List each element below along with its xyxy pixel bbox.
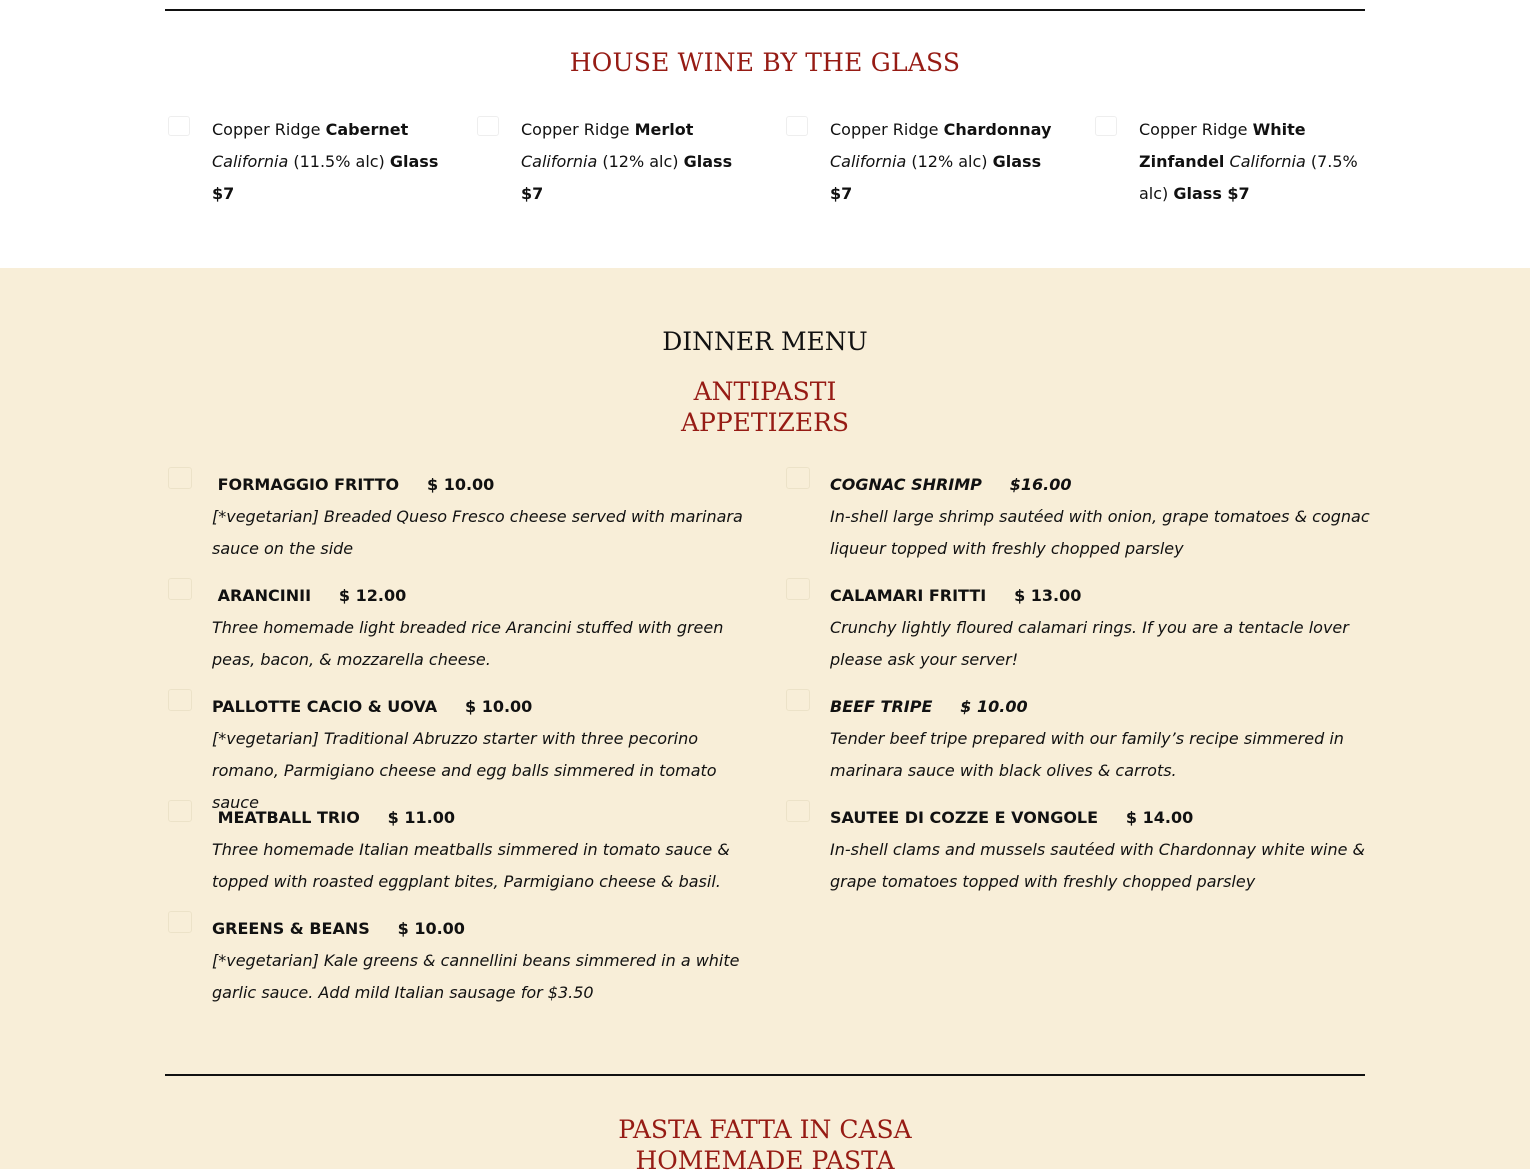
menu-item-description: In-shell large shrimp sautéed with onion, grape tomatoes & cognac liqueur topped with freshly chopped parsley xyxy=(830,507,1370,558)
menu-item-price: $ 13.00 xyxy=(1014,586,1082,605)
menu-item-name: SAUTEE DI COZZE E VONGOLE xyxy=(830,808,1099,827)
menu-item-description: Tender beef tripe prepared with our family’s recipe simmered in marinara sauce with black olives & carrots. xyxy=(830,729,1344,780)
wine-glass-icon xyxy=(1095,116,1117,136)
wine-name: Cabernet xyxy=(325,120,409,139)
wine-section-title: HOUSE WINE BY THE GLASS xyxy=(569,48,961,77)
checkmark-icon xyxy=(786,467,810,489)
menu-item-price: $ 12.00 xyxy=(338,586,407,605)
menu-item-price: $ 10.00 xyxy=(397,919,465,938)
wine-price: Glass $7 xyxy=(830,152,1042,203)
menu-item-price: $ 14.00 xyxy=(1125,808,1194,827)
wine-region: California xyxy=(1229,152,1306,171)
dinner-menu-title: DINNER MENU xyxy=(662,327,868,356)
menu-item-description: Three homemade light breaded rice Arancini stuffed with green peas, bacon, & mozzarella cheese. xyxy=(212,618,724,669)
menu-item-name: ARANCINII xyxy=(212,586,312,605)
wine-item-merlot xyxy=(521,114,756,210)
wine-glass-icon xyxy=(477,116,499,136)
checkmark-icon xyxy=(168,800,192,822)
wine-region: California xyxy=(212,152,289,171)
wine-alc: (12% alc) xyxy=(597,152,684,171)
wine-glass-icon xyxy=(786,116,808,136)
menu-item-description: In-shell clams and mussels sautéed with Chardonnay white wine & grape tomatoes topped with freshly chopped parsley xyxy=(830,840,1366,891)
antipasti-title: ANTIPASTI xyxy=(693,377,837,406)
wine-brand: Copper Ridge xyxy=(1139,120,1253,139)
wine-glass-icon xyxy=(168,116,190,136)
menu-item xyxy=(212,580,757,676)
wine-name: Merlot xyxy=(634,120,694,139)
menu-item-name: PALLOTTE CACIO & UOVA xyxy=(212,697,438,716)
menu-item-name: CALAMARI FRITTI xyxy=(830,586,987,605)
menu-item xyxy=(212,913,757,1009)
section-divider xyxy=(165,1074,1365,1076)
wine-alc: (12% alc) xyxy=(906,152,993,171)
top-divider xyxy=(165,9,1365,11)
checkmark-icon xyxy=(168,467,192,489)
menu-item-description: [*vegetarian] Breaded Queso Fresco cheese served with marinara sauce on the side xyxy=(212,507,743,558)
menu-item-price: $ 10.00 xyxy=(960,697,1028,716)
wine-name: Chardonnay xyxy=(943,120,1052,139)
menu-item xyxy=(212,802,757,898)
menu-item-name: MEATBALL TRIO xyxy=(212,808,360,827)
menu-item xyxy=(830,469,1375,565)
checkmark-icon xyxy=(786,800,810,822)
wine-name: White Zinfandel xyxy=(1139,120,1306,171)
dinner-menu-section xyxy=(0,268,1530,1175)
pasta-title: PASTA FATTA IN CASA xyxy=(618,1115,912,1144)
wine-item-cabernet xyxy=(212,114,447,210)
wine-alc: (11.5% alc) xyxy=(288,152,390,171)
menu-item xyxy=(212,469,757,565)
menu-item-name: COGNAC SHRIMP xyxy=(830,475,982,494)
menu-item-price: $16.00 xyxy=(1009,475,1072,494)
menu-item-description: [*vegetarian] Kale greens & cannellini beans simmered in a white garlic sauce. Add mild Italian sausage for $3.50 xyxy=(212,951,740,1002)
menu-item-price: $ 10.00 xyxy=(426,475,495,494)
menu-item xyxy=(830,580,1375,676)
checkmark-icon xyxy=(168,911,192,933)
menu-item-description: Crunchy lightly floured calamari rings. If you are a tentacle lover please ask your server! xyxy=(830,618,1349,669)
menu-item-price: $ 10.00 xyxy=(464,697,533,716)
wine-price: Glass $7 xyxy=(521,152,733,203)
wine-region: California xyxy=(830,152,907,171)
appetizers-title: APPETIZERS xyxy=(680,408,850,437)
menu-item xyxy=(830,802,1375,898)
wine-item-white-zinfandel xyxy=(1139,114,1367,210)
wine-brand: Copper Ridge xyxy=(212,120,326,139)
homemade-pasta-title: HOMEMADE PASTA xyxy=(635,1146,895,1175)
menu-item-name: FORMAGGIO FRITTO xyxy=(212,475,400,494)
checkmark-icon xyxy=(786,578,810,600)
menu-item-description: Three homemade Italian meatballs simmered in tomato sauce & topped with roasted eggplant bites, Parmigiano cheese & basil. xyxy=(212,840,730,891)
checkmark-icon xyxy=(168,689,192,711)
wine-region: California xyxy=(521,152,598,171)
wine-item-chardonnay xyxy=(830,114,1065,210)
menu-item-description: [*vegetarian] Traditional Abruzzo starter with three pecorino romano, Parmigiano cheese and egg balls simmered in tomato sauce xyxy=(212,729,717,812)
menu-item xyxy=(212,691,757,819)
checkmark-icon xyxy=(786,689,810,711)
menu-item-name: BEEF TRIPE xyxy=(830,697,933,716)
menu-item-price: $ 11.00 xyxy=(387,808,455,827)
wine-price: Glass $7 xyxy=(1173,184,1250,203)
wine-brand: Copper Ridge xyxy=(830,120,944,139)
menu-item xyxy=(830,691,1375,787)
wine-brand: Copper Ridge xyxy=(521,120,635,139)
menu-item-name: GREENS & BEANS xyxy=(212,919,370,938)
wine-alc: (7.5% alc) xyxy=(1139,152,1358,203)
wine-price: Glass $7 xyxy=(212,152,439,203)
checkmark-icon xyxy=(168,578,192,600)
